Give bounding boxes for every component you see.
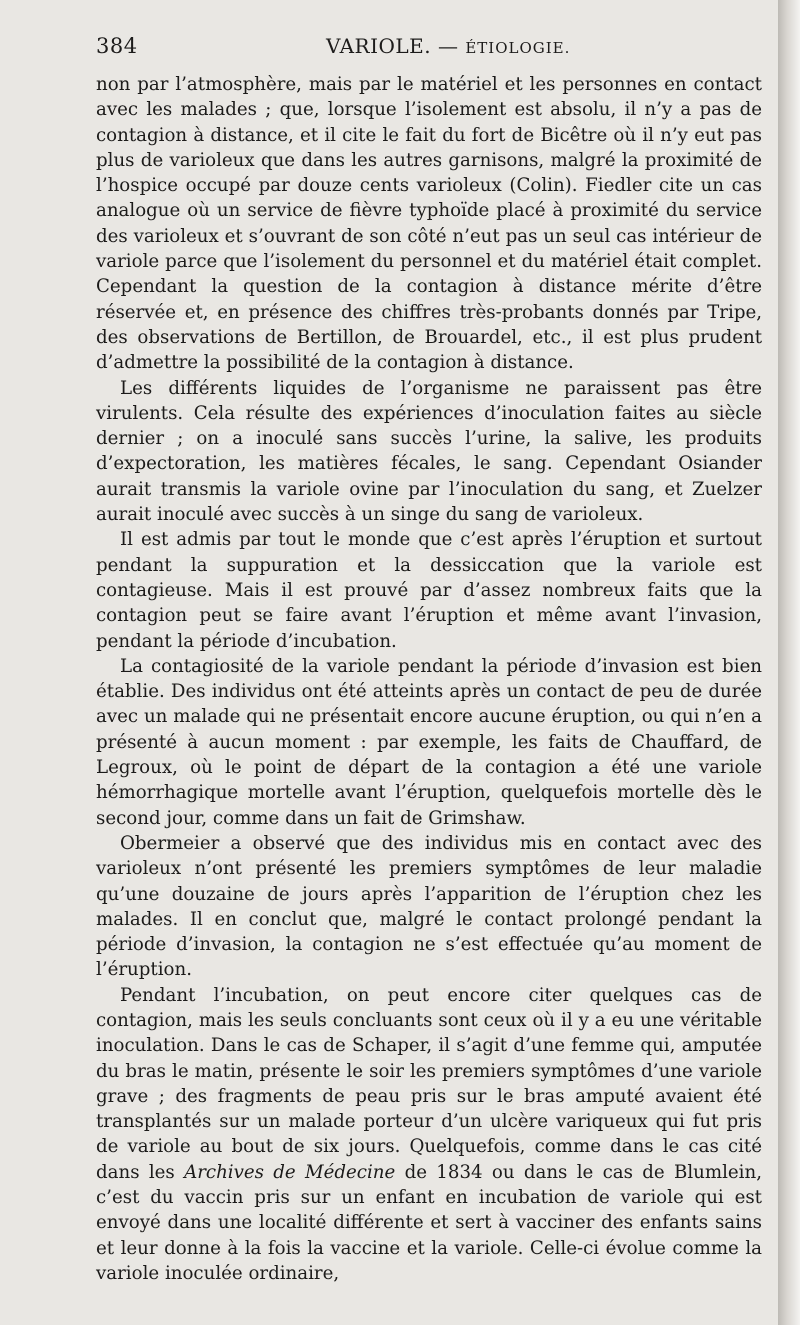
body-text	[96, 72, 762, 1286]
paragraph-contagion-distance: non par l’atmosphère, mais par le matériel et les personnes en contact avec les malades ; que, lorsque l’isolement est absolu, il n’y a pas de contagion à distance, et il cite le fait du fort de Bicêtre où il n’y eut pas plus de varioleux que dans les autres garnisons, malgré la proximité de l’hospice occupé par douze cents varioleux (Colin). Fiedler cite un cas analogue où un service de fièvre typhoïde placé à proximité du service des varioleux et s’ouvrant de son côté n’eut pas un seul cas intérieur de variole parce que l’isolement du personnel et du matériel était complet. Cependant la question de la contagion à distance mérite d’être réservée et, en présence des chiffres très-probants donnés par Tripe, des observations de Bertillon, de Brouardel, etc., il est plus prudent d’admettre la possibilité de la contagion à distance.	[96, 74, 762, 374]
chapter-title: VARIOLE. —	[326, 34, 459, 58]
incubation-text-start: Pendant l’incubation, on peut encore citer quelques cas de contagion, mais les seuls concluants sont ceux où il y a eu une véritable inoculation. Dans le cas de Schaper, il s’agit d’une femme qui, amputée du bras le matin, présente le soir les premiers symptômes d’une variole grave ; des fragments de peau pris sur le bras amputé avaient été transplantés sur un malade porteur d’un ulcère variqueux qui fut pris de variole au bout de six jours. Quelquefois, comme dans le cas cité dans les	[96, 984, 762, 1183]
running-title	[326, 34, 570, 58]
page-edge	[778, 0, 800, 1325]
incubation-text-end: de 1834 ou dans le cas de Blumlein, c’est du vaccin pris sur un enfant en incubation de variole qui est envoyé dans une localité différente et sert à vacciner des enfants sains et leur donne à la fois la vaccine et la variole. Celle-ci évolue comme la variole inoculée ordinaire,	[96, 1161, 762, 1284]
journal-title: Archives de Médecine	[184, 1161, 396, 1183]
paragraph-obermeier: Obermeier a observé que des individus mis en contact avec des varioleux n’ont présenté les premiers symptômes de leur maladie qu’une douzaine de jours après l’apparition de l’éruption chez les malades. Il en conclut que, malgré le contact prolongé pendant la période d’invasion, la contagion ne s’est effectuée qu’au moment de l’éruption.	[96, 832, 762, 981]
section-title: ÉTIOLOGIE.	[465, 39, 571, 57]
paragraph-incubation	[96, 983, 762, 1287]
page-number: 384	[96, 34, 138, 58]
paragraph-eruption: Il est admis par tout le monde que c’est après l’éruption et surtout pendant la suppuration et la dessiccation que la variole est contagieuse. Mais il est prouvé par d’assez nombreux faits que la contagion peut se faire avant l’éruption et même avant l’invasion, pendant la période d’incubation.	[96, 529, 762, 652]
paragraph-invasion: La contagiosité de la variole pendant la période d’invasion est bien établie. Des individus ont été atteints après un contact de peu de durée avec un malade qui ne présentait encore aucune éruption, ou qui n’en a présenté à aucun moment : par exemple, les faits de Chauffard, de Legroux, où le point de départ de la contagion a été une variole hémorrhagique mortelle avant l’éruption, quelquefois mortelle dès le second jour, comme dans un fait de Grimshaw.	[96, 655, 762, 829]
running-header	[96, 34, 762, 66]
paragraph-liquides: Les différents liquides de l’organisme ne paraissent pas être virulents. Cela résulte des expériences d’inoculation faites au siècle dernier ; on a inoculé sans succès l’urine, la salive, les produits d’expectoration, les matières fécales, le sang. Cependant Osiander aurait transmis la variole ovine par l’inoculation du sang, et Zuelzer aurait inoculé avec succès à un singe du sang de varioleux.	[96, 377, 762, 526]
